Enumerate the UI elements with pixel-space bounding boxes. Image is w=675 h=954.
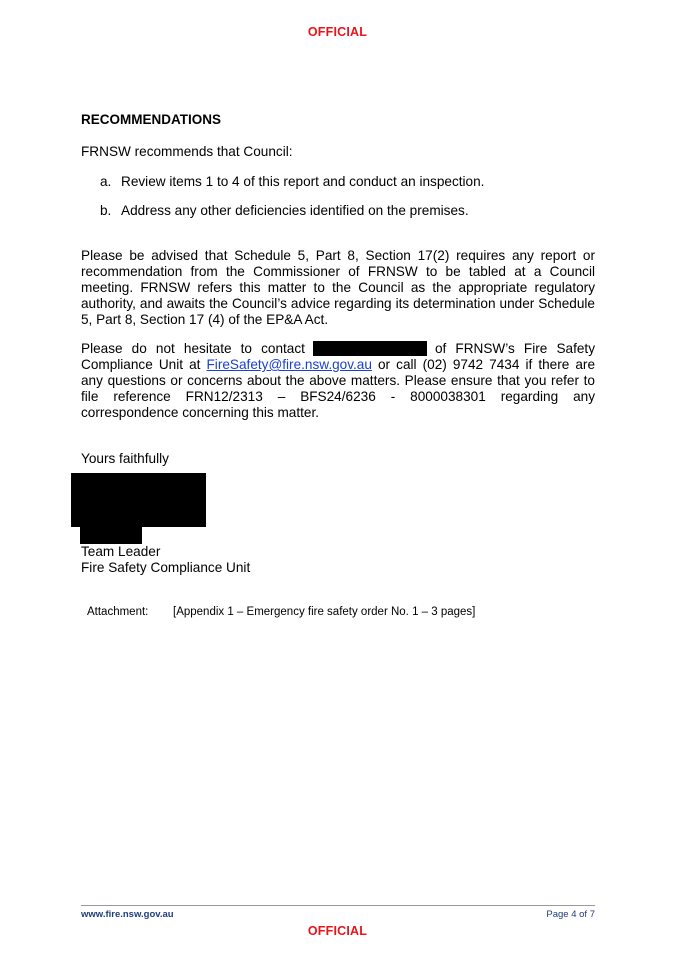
email-link[interactable]: FireSafety@fire.nsw.gov.au [206, 357, 372, 372]
list-item-letter: b. [100, 203, 112, 218]
signatory-unit: Fire Safety Compliance Unit [81, 560, 251, 575]
redacted-signature [71, 473, 206, 527]
recommendations-intro: FRNSW recommends that Council: [81, 144, 293, 159]
attachment-value: [Appendix 1 – Emergency fire safety order No. 1 – 3 pages] [173, 606, 476, 618]
footer-website: www.fire.nsw.gov.au [81, 909, 174, 920]
recommendations-heading: RECOMMENDATIONS [81, 112, 221, 127]
list-item-text: Review items 1 to 4 of this report and conduct an inspection. [121, 174, 485, 189]
tabling-paragraph: Please be advised that Schedule 5, Part 8, Section 17(2) requires any report or recommendation from the Commissioner of FRNSW to be tabled at a Council meeting. FRNSW refers this matter to the Council as the appropriate regulatory authority, and awaits the Council’s advice regarding its determination under Schedule 5, Part 8, Section 17 (4) of the EP&A Act. [81, 248, 595, 327]
footer-page-number: Page 4 of 7 [546, 909, 595, 920]
list-item [100, 174, 484, 190]
list-item-text: Address any other deficiencies identified on the premises. [121, 203, 469, 218]
protective-marking-top: OFFICIAL [307, 25, 368, 39]
contact-text-part1: Please do not hesitate to contact [81, 341, 305, 356]
closing-line: Yours faithfully [81, 451, 169, 466]
signatory-title: Team Leader [81, 544, 161, 559]
redacted-signatory-name [80, 527, 142, 544]
redacted-contact-name [313, 341, 427, 356]
contact-paragraph [81, 341, 595, 421]
protective-marking-bottom: OFFICIAL [307, 924, 368, 938]
attachment-label: Attachment: [87, 606, 149, 618]
contact-text-part3: or call (02) 9742 7434 if there are any questions or concerns about the above matters. Please ensure that you refer to file reference FRN12/2313 – BFS24/6236 - 8000038301 regarding any correspondence concerning this matter. [81, 357, 596, 420]
list-item-letter: a. [100, 174, 112, 189]
contact-text-part2: of FRNSW’s Fire Safety Compliance Unit at [81, 341, 595, 372]
list-item [100, 203, 469, 219]
footer-divider [81, 905, 595, 906]
